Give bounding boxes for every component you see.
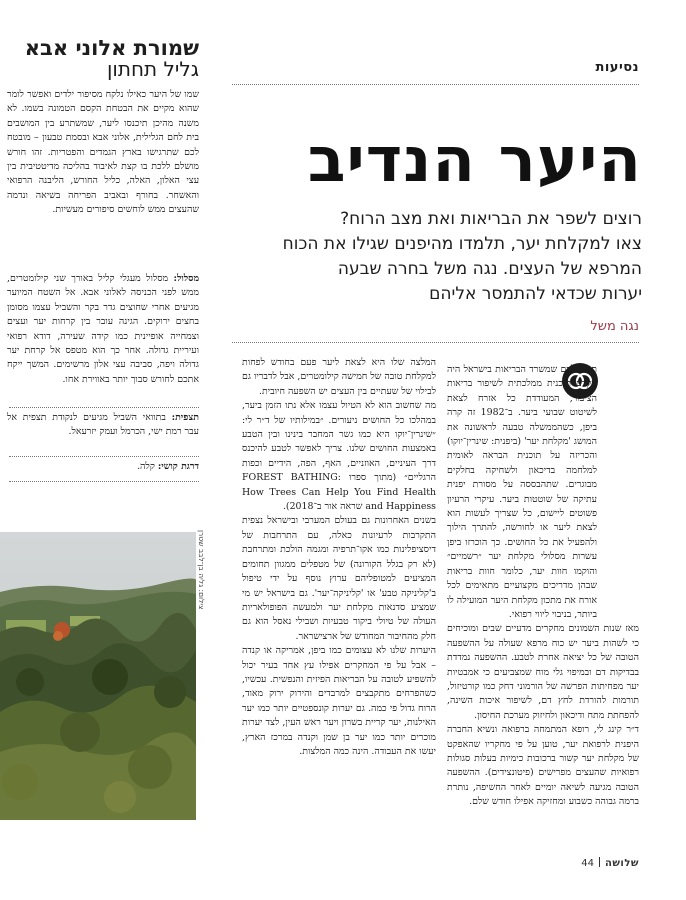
- body-paragraph: תארו לכם שמשרד הבריאות בישראל היה מקדם תוכנית ממלכתית לשיפור בריאות הציבור, המעודדת כל אזרח לצאת לשיטוט שבועי ביער. ב־1982 זה קרה ביפן, כשהממשלה טבעה לראשונה את המושג 'מקלחת יער' (ביפנית: שינרין־יוקו) והכריזה על תוכנית הבראה לאומית למלחמה בדיכאון ולשחיקה בחלקים מבוגרים. שתהבססה על מסורת יפנית עתיקה של שוטטות ביער. עיקרי הרעיון פשוטים ליישום, כל שצריך לעשות הוא לצאת ליער או לחורשה, להתרך הילוך ולהפעיל את כל החושים. כך הוכרזו ביפן עשרות מסלולי מקלחת יער ״רשמיים״ והוקמו חוות יער, כלומר חוות בריאות שבהן מדריכים מקצועיים מתאימים לכל אורח את מתכון מקלחת היער המועילה לו ביותר, בניבוי ליווי רפואי.: [447, 364, 597, 620]
- forest-photo: [0, 532, 196, 820]
- body-paragraph: מאז שנות השמונים מחקרים מדעיים שבים ומוכיחים כי לשהות ביער יש כוח מרפא שעולה על ההשפעה הטובה של כל יציאה אחרת לטבע. ההשפעה נמדדת בבדיקות דם ובמיפוי גלי מוח שמצביעים כי אמבטיות יער מפחיתות הפרשה של הורמוני דחק כמו קורטיזול, תורמות להורדת לחץ דם, לשיפור איכות השינה, להפחתת מתח ודיכאון ולחיזוק מערכת החיסון.: [447, 623, 639, 721]
- difficulty-label: דרגת קושי:: [157, 461, 199, 472]
- sidebar-title: שמורת אלוני אבא: [24, 36, 199, 60]
- section-label: נסיעות: [595, 60, 639, 75]
- section-rule: [232, 84, 639, 85]
- access-label: תצפית:: [171, 412, 199, 423]
- difficulty-text: קלה.: [137, 461, 155, 472]
- deck-line: יערות שכדאי להתמסר אליהם: [429, 284, 642, 304]
- body-column-left: [242, 356, 436, 834]
- route-text: מסלול מעגלי קליל באורך שני קילומטרים, ממש לפני הכניסה לאלוני אבא. אל השטח המיוער מגיעים אחרי שחוצים גדר בקר והשביל עצמו מסומן בחצים ירוקים. הגינה עובר בין קרחות יער ועצים וצמחייה אופיינית כמו קידה שעירה, דודא רפואי ועיריית גדולה. אחר כך הוא מטפס אל קרחת יער גדולה ויפה, סביבה עצי אלון מרשימים. המשך ייקח אתכם לחורש סבוך יותר באווירת אחו.: [7, 273, 199, 385]
- sidebar-access: [7, 411, 199, 455]
- route-label: מסלול:: [173, 273, 199, 284]
- sidebar-intro: שמו של היער כאילו נלקח מסיפור ילדים ואפשר לומר שהוא מקיים את הבטחת הקסם הטמונה בשמו. לא משנה מהיכן תיכנסו ליער, שמשתרע בין המושבים בית לחם הגלילית, אלוני אבא ובסמת טבעון – מובטח לכם שתרגישו בארץ הגמדים והפטריות. זהו חורש מושלם ללכת בו קצת לאיבוד בהליכה מדיטטיבית בין עצי האלון, האלה, כליל החורש, הליבנה הרפואי והאשחר. בחורף ובאביב הפריחה בשיאה ונדמה שהעצים ממש לוחשים סיפורים מעשיות.: [7, 89, 199, 216]
- body-paragraph: מה שחשוב הוא לא הטיול עצמו אלא נתו הזמן ביער, במהלכו כל החושים ניעורים. ״במילותיו של ד״ר לי: ״שינרין־יוקו היא כמו גשר המחבר בינינו ובין הטבע באמצעות החושים שלנו. צריך לאפשר לטבע להיכנס דרך העיניים, האוזניים, האף, הפה, הידיים וכפות הרגליים״ (מתוך ספרו FOREST BATHING: How Trees Can Help You Find Health and Happiness שראה אור ב־2018).: [242, 400, 436, 513]
- body-column-right: [447, 363, 639, 835]
- article-deck: [202, 207, 642, 307]
- sidebar-divider: [9, 481, 199, 482]
- body-paragraph: המלצה שלו היא לצאת ליער פעם בחודש לפחות למקלחת טובה של חמישה קילומטרים, אבל לדבריו גם לבילוי של שעתיים בין העצים יש השפעה חיובית.: [242, 357, 436, 397]
- photo-credit: צילום: גליה בן־לבב שטרן: [197, 530, 206, 610]
- sidebar-difficulty: [7, 460, 199, 476]
- sidebar-divider: [9, 456, 199, 457]
- page-number: 44: [581, 858, 594, 869]
- footer-magazine: שלושה: [604, 858, 639, 869]
- deck-line: רוצים לשפר את הבריאות ואת מצב הרוח?: [340, 209, 642, 229]
- body-paragraph: ד״ר קינג לי, רופא המתמחה ברפואה ונשיא החברה היפנית לרפואת יער, טוען על פי מחקריו שהאפקט של מקלחת יער קשור ברכובות כימיות בעלות סגולות רפואיות שהעצים מפרישים (פיטונצידים). ההשפעה הטובה מגיעה לשיאה יומיים לאחר החשיפה, נותרת ברמה גבוהה כשבוע ומחזיקה אפילו חודש שלם.: [447, 724, 639, 808]
- access-text: בתוואי השביל מגיעים לנקודת תצפית אל עבר רמת ישי, הכרמל ועמק יזרעאל.: [7, 412, 199, 438]
- deck-line: המרפא של העצים. נגה משל בחרה שבעה: [337, 259, 642, 279]
- sidebar-route: [7, 272, 199, 402]
- body-paragraph: בשנים האחרונות גם בעולם המערבי ובישראל נצפית התקרבות לרעיונות כאלה, עם התרחבות של דיסציפלינות כמו אקו־תרפיה ומגמה הולכת ומתרחבת (לא רק בגלל הקורונה) של מטפלים ממגוון תחומים המציעים למטופליהם ערוץ נוסף על ידי טיפול ב'קליניקה טבע' או 'קליניקה־יער'. גם בישראל יש מי שמציע סדנאות מקלחת יער ולמעשה הפופולאריות העולה של טיולי ביקור טבעיות ושבילי נאסל הוא גם חלק מהחיבור המחודש של ארצישראר.: [242, 515, 436, 642]
- article-headline: היער הנדיב: [307, 123, 642, 196]
- sidebar-divider: [9, 407, 199, 408]
- sidebar-subtitle: גליל תחתון: [106, 57, 199, 81]
- byline-rule: [232, 342, 639, 343]
- page-footer: [581, 857, 639, 869]
- footer-separator: [599, 857, 600, 867]
- author-byline: נגה משל: [590, 319, 639, 334]
- body-paragraph: היערות שלנו לא עצומים כמו ביפן, אמריקה או קנדה – אבל על פי המחקרים אפילו עץ אחד בעיר יכול להשפיע לטובה על הבריאות הפיזית והנפשית. עכשיו, כשהפרחים מתקבצים למרבדים והירוק ירוק מאוד, הרוח גדול פי כמה. גם יערות קונספטיים יותר כמו יער האילנות, יער קריית בשרון ויער ראש העין, לצד יערות מוכרים יותר כמו יער בן שמן וקנדה במרכז הארץ, יעשו את העבודה. הינה כמה המלצות.: [242, 645, 436, 757]
- deck-line: צאו למקלחת יער, תלמדו מהיפנים שגילו את הכוח: [282, 234, 642, 254]
